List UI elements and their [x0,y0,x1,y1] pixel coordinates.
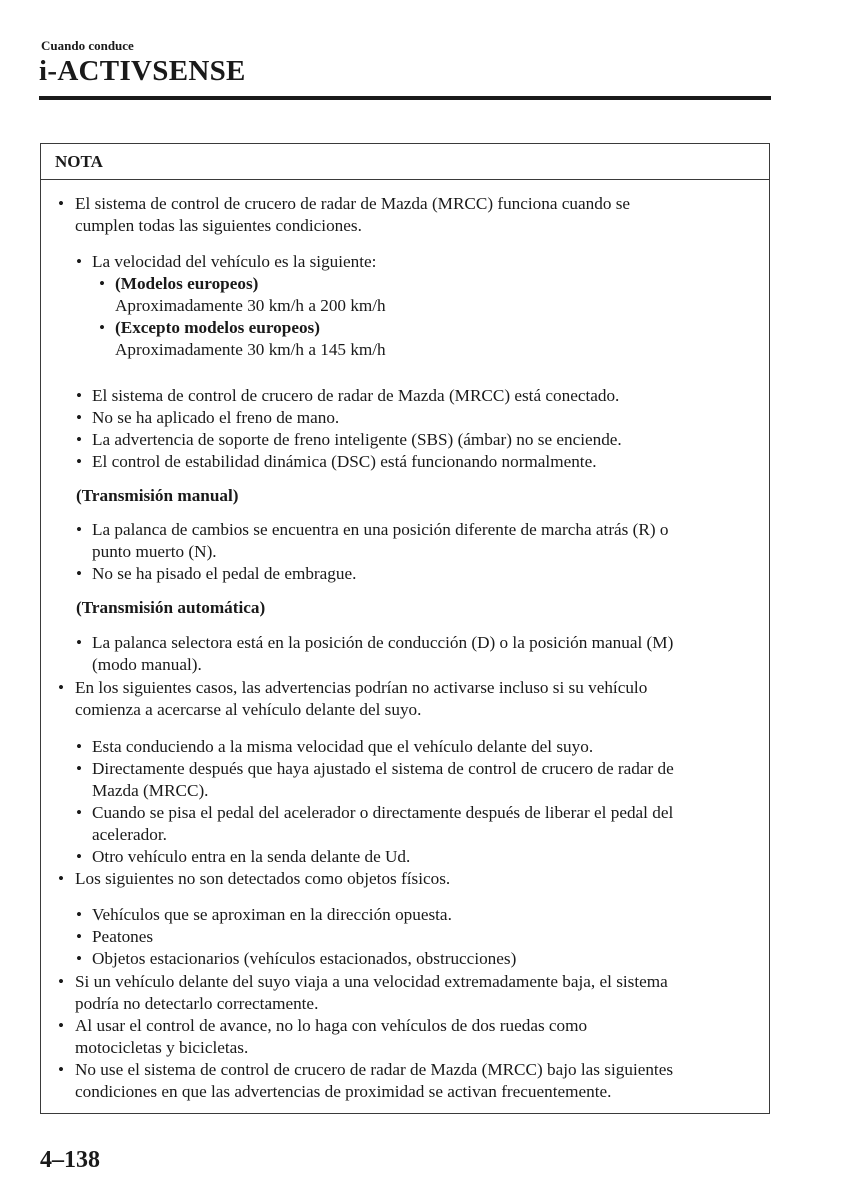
bullet-marker: • [76,452,83,471]
bullet-marker: • [76,564,83,583]
note-subheading: (Transmisión automática) [76,598,266,617]
note-line: Al usar el control de avance, no lo haga con vehículos de dos ruedas como [75,1016,588,1035]
note-line: El sistema de control de crucero de radar de Mazda (MRCC) funciona cuando se [75,194,631,213]
bullet-marker: • [76,633,83,652]
note-line: Esta conduciendo a la misma velocidad que el vehículo delante del suyo. [92,737,594,756]
bullet-marker: • [76,252,83,271]
bullet-marker: • [58,194,65,213]
bullet-marker: • [76,520,83,539]
bullet-marker: • [58,972,65,991]
note-line: La palanca selectora está en la posición de conducción (D) o la posición manual (M) [92,633,674,652]
note-line: La advertencia de soporte de freno inteligente (SBS) (ámbar) no se enciende. [92,430,622,449]
note-box [40,143,770,1114]
note-line: No se ha pisado el pedal de embrague. [92,564,357,583]
bullet-marker: • [58,1016,65,1035]
bullet-marker: • [99,318,106,337]
bullet-marker: • [58,869,65,888]
bullet-marker: • [76,759,83,778]
note-title: NOTA [41,144,769,180]
note-line: (Excepto modelos europeos) [115,318,320,337]
note-line: En los siguientes casos, las advertencias podrían no activarse incluso si su vehículo [75,678,648,697]
bullet-marker: • [76,386,83,405]
note-line: Peatones [92,927,154,946]
bullet-marker: • [76,905,83,924]
note-subheading: (Transmisión manual) [76,486,239,505]
note-line: Aproximadamente 30 km/h a 145 km/h [115,340,386,359]
bullet-marker: • [76,927,83,946]
note-line: La velocidad del vehículo es la siguiente: [92,252,377,271]
note-line: Los siguientes no son detectados como objetos físicos. [75,869,451,888]
note-line: Si un vehículo delante del suyo viaja a una velocidad extremadamente baja, el sistema [75,972,668,991]
note-line: No use el sistema de control de crucero de radar de Mazda (MRCC) bajo las siguientes [75,1060,674,1079]
note-line: acelerador. [92,825,167,844]
note-line: Cuando se pisa el pedal del acelerador o directamente después de liberar el pedal del [92,803,674,822]
bullet-marker: • [99,274,106,293]
note-line: No se ha aplicado el freno de mano. [92,408,340,427]
bullet-marker: • [76,803,83,822]
note-line: (modo manual). [92,655,202,674]
bullet-marker: • [58,1060,65,1079]
note-line: condiciones en que las advertencias de proximidad se activan frecuentemente. [75,1082,612,1101]
bullet-marker: • [76,430,83,449]
note-line: Objetos estacionarios (vehículos estacionados, obstrucciones) [92,949,517,968]
note-line: Vehículos que se aproximan en la dirección opuesta. [92,905,452,924]
note-line: El sistema de control de crucero de radar de Mazda (MRCC) está conectado. [92,386,620,405]
note-line: El control de estabilidad dinámica (DSC) está funcionando normalmente. [92,452,597,471]
page-number: 4–138 [40,1147,100,1173]
bullet-marker: • [76,949,83,968]
section-label: Cuando conduce [41,38,134,53]
note-line: motocicletas y bicicletas. [75,1038,249,1057]
note-line: comienza a acercarse al vehículo delante del suyo. [75,700,422,719]
note-line: podría no detectarlo correctamente. [75,994,319,1013]
note-line: (Modelos europeos) [115,274,259,293]
bullet-marker: • [58,678,65,697]
note-line: La palanca de cambios se encuentra en una posición diferente de marcha atrás (R) o [92,520,669,539]
note-line: Mazda (MRCC). [92,781,209,800]
page-title: i-ACTIVSENSE [39,55,246,87]
note-line: Aproximadamente 30 km/h a 200 km/h [115,296,386,315]
title-rule [39,96,771,100]
note-line: Directamente después que haya ajustado el sistema de control de crucero de radar de [92,759,674,778]
bullet-marker: • [76,847,83,866]
note-line: cumplen todas las siguientes condiciones. [75,216,362,235]
bullet-marker: • [76,737,83,756]
note-line: punto muerto (N). [92,542,217,561]
note-line: Otro vehículo entra en la senda delante de Ud. [92,847,411,866]
bullet-marker: • [76,408,83,427]
